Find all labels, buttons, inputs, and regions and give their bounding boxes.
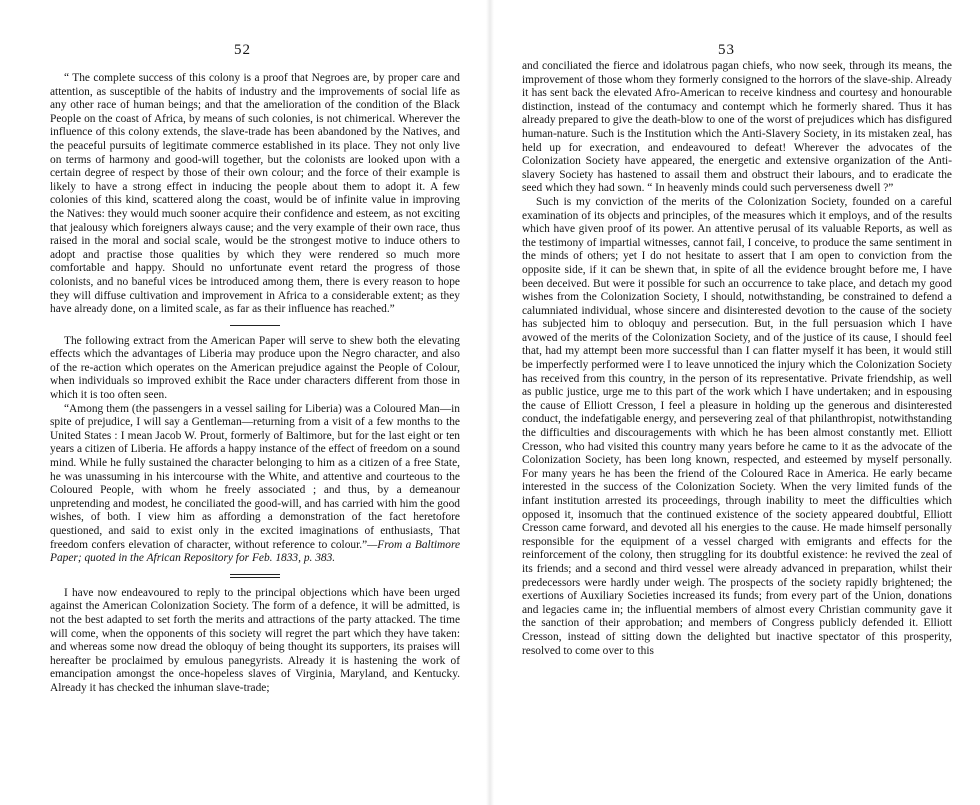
right-page <box>490 0 980 805</box>
quote-colonization-paragraph: “ The complete success of this colony is a proof that Negroes are, by proper care and attention, as susceptible of the habits of industry and the improvements of social life as any other race of human beings; and that the amelioration of the condition of the Black People on the coast of Africa, by means of such colonies, is not chimerical. Wherever the influence of this colony extends, the slave-trade has been abandoned by the Natives, and the peaceful pursuits of legitimate commerce established in its place. They not only live on terms of harmony and good-will together, but the colonists are looked upon with a certain degree of respect by those of their own colour; and the force of their example is likely to have a strong effect in inducing the people about them to adopt it. A few colonies of this kind, scattered along the coast, would be of infinite value in improving the Natives: they would much sooner acquire their confidence and esteem, as not exciting that jealousy which foreigners always cause; and the very example of their own race, thus raised in the moral and social scale, would be the strongest motive to induce others to adopt and practise those qualities by which they were rendered so much more comfortable and happy. Should no unfortunate event retard the progress of those colonists, and no baneful vices be introduced among them, there is every reason to hope they will diffuse cultivation and improvement in Africa to a considerable extent; as they have already done, on a limited scale, as far as their influence has reached.” <box>50 72 460 316</box>
left-page-content <box>50 72 460 696</box>
section-divider <box>230 325 280 326</box>
extract-intro-paragraph: The following extract from the American Paper will serve to shew both the elevating effects which the advantages of Liberia may produce upon the Negro character, and also of the re-action which operates on the American prejudice against the People of Colour, when individuals so improved exhibit the Race under characters different from those in which it is too often seen. <box>50 334 460 402</box>
reply-paragraph: I have now endeavoured to reply to the principal objections which have been urged against the American Colonization Society. The form of a defence, it will be admitted, is not the best adapted to set forth the merits and attractions of the party attacked. The time will come, when the opponents of this society will regret the part which they have taken: and whereas some now dread the obloquy of being thought its supporters, its praises will hereafter be proclaimed by emulous panegyrists. Already it is hastening the work of emancipation amongst the once-hopeless slaves of Virginia, Maryland, and Kentucky. Already it has checked the inhuman slave-trade; <box>50 586 460 694</box>
page-number: 52 <box>234 42 251 58</box>
right-page-content <box>522 60 952 658</box>
quote-prout-text: “Among them (the passengers in a vessel sailing for Liberia) was a Coloured Man—in spite of prejudice, I will say a Gentleman—returning from a visit of a few months to the United States : I mean Jacob W. Prout, formerly of Baltimore, but for the last eight or ten years a citizen of Liberia. He affords a happy instance of the effect of freedom on a sound mind. While he fully sustained the character belonging to him as a citizen of a free State, he was unassuming in his intercourse with the White, and attentive and courteous to the Coloured People, with whom he freely associated ; and thus, by a demeanour unpretending and modest, he conciliated the good-will, and has carried with him the good wishes, of both. I view him as affording a demonstration of the fact heretofore questioned, and said to exist only in the excited imaginations of enthusiasts, That freedom confers elevation of character, without reference to colour.” <box>50 402 460 551</box>
conviction-paragraph: Such is my conviction of the merits of the Colonization Society, founded on a careful examination of its objects and principles, of the measures which it employs, and of the results which have given proof of its power. An attentive perusal of its valuable Reports, as well as the testimony of impartial witnesses, cannot fail, I conceive, to produce the same sentiment in the minds of others; yet I do not hesitate to assert that I am open to conviction from the opposite side, if it can be shewn that, in spite of all the evidence brought before me, I have been deceived. But were it possible for such an occurrence to take place, and detach my good wishes from the Colonization Society, I should, notwithstanding, be constrained to defend a calumniated individual, whose sincere and disinterested devotion to the cause of the society has subjected him to obloquy and persecution. But, in the full persuasion which I have avowed of the merits of the Colonization Society, and of the justice of its cause, I should feel that, had my attempt been more successful than I can flatter myself it has been, it would still be imperfectly performed were I to leave unnoticed the injury which the Colonization Society has received from this country, in the person of its representative. Private friendship, as well as public justice, urge me to this part of the work which I have undertaken; and in espousing the cause of Elliott Cresson, I feel a pleasure in holding up the generous and disinterested conduct, the indefatigable energy, and persevering zeal of that philanthropist, notwithstanding the difficulties and discouragements with which he has been almost constantly met. Elliott Cresson, who had visited this country many years before he came to it as the advocate of the Colonization Society, has been long known, respected, and esteemed by myself personally. For many years he has been the friend of the Coloured Race in America. He early became interested in the success of the Colonization Society. When the very limited funds of the infant institution arrested its proceedings, through inability to meet the difficulties which opposed it, insomuch that the continued existence of the society appeared doubtful, Elliott Cresson came forward, and devoted all his energies to the cause. He made himself personally responsible for the equipment of a vessel charged with emigrants and effects for the reinforcement of the colony, then struggling for its doubtful existence: he revived the zeal of its friends; and a second and third vessel were already advanced in preparation, whilst their predecessors were hardly under weigh. The prospects of the society rapidly brightened; the exertions of Auxiliary Societies increased its funds; from every part of the Union, donations and legacies came in; the influential members of almost every Christian community gave it the sanction of their approbation; and members of Congress publicly defended it. Elliott Cresson, instead of sitting down the delighted but inactive spectator of this prosperity, resolved to come over to this <box>522 195 952 657</box>
section-divider-double <box>230 574 280 578</box>
quote-prout-paragraph <box>50 403 460 566</box>
page-number: 53 <box>718 42 735 58</box>
quote-prout-citation: —From a Baltimore Paper; quoted in the African Repository for Feb. 1833, p. 383. <box>50 538 461 565</box>
continuation-paragraph: and conciliated the fierce and idolatrous pagan chiefs, who now seek, through its means, the improvement of those whom they formerly consigned to the horrors of the slave-ship. Already it has sent back the elevated Afro-American to receive kindness and courtesy and honourable distinction, instead of the contumacy and contempt which he formerly shared. Thus it has already prepared to give the death-blow to one of the worst of prejudices which has disfigured human-nature. Such is the Institution which the Anti-Slavery Society, in its mistaken zeal, has held up for execration, and endeavoured to defeat! Wherever the advocates of the Colonization Society have appeared, the energetic and extensive organization of the Anti-slavery Society has hastened to assail them and obstruct their labours, and to eradicate the seed which they had sown. “ In heavenly minds could such perverseness dwell ?” <box>522 60 952 195</box>
